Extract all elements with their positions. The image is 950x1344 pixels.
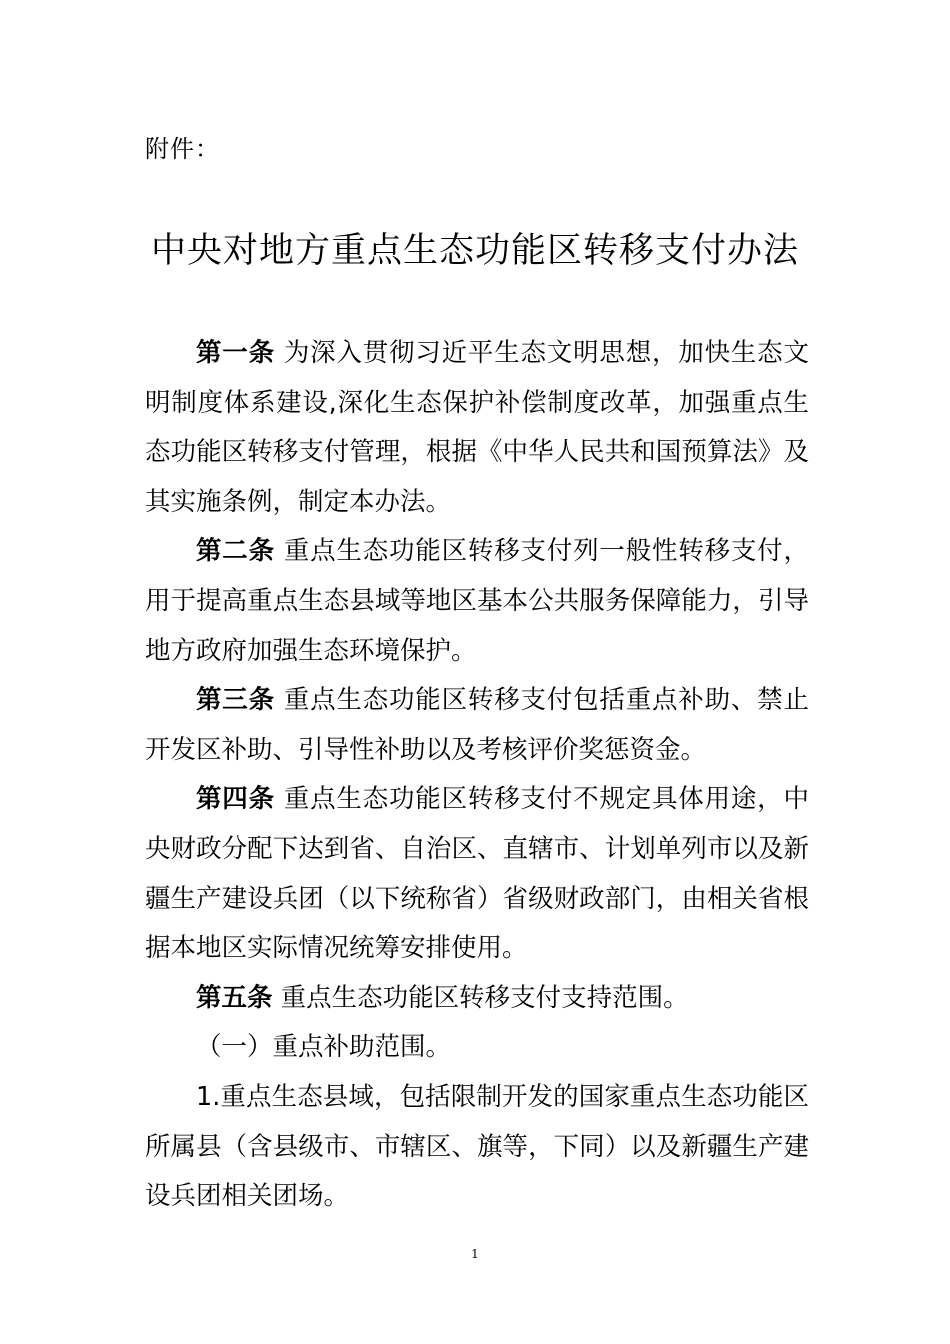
list-item: 1.重点生态县域，包括限制开发的国家重点生态功能区所属县（含县级市、市辖区、旗等，下同）以及新疆生产建设兵团相关团场。 — [145, 1081, 809, 1212]
article-text: 为深入贯彻习近平生态文明思想，加快生态文明制度体系建设,深化生态保护补偿制度改革，加强重点生态功能区转移支付管理，根据《中华人民共和国预算法》及其实施条例，制定本办法。 — [145, 338, 809, 517]
article-heading: 第三条 — [196, 685, 275, 716]
article-paragraph — [145, 775, 809, 973]
article-paragraph — [145, 527, 809, 676]
article-paragraph — [145, 676, 809, 775]
document-body — [145, 329, 809, 1222]
article-text: 重点生态功能区转移支付列一般性转移支付，用于提高重点生态县域等地区基本公共服务保障能力，引导地方政府加强生态环境保护。 — [145, 536, 809, 666]
page-number: 1 — [471, 1247, 479, 1261]
article-paragraph — [145, 974, 809, 1024]
article-heading: 第二条 — [196, 536, 275, 567]
document-title: 中央对地方重点生态功能区转移支付办法 — [150, 231, 799, 271]
article-paragraph — [145, 329, 809, 527]
article-heading: 第五条 — [196, 982, 273, 1013]
sub-item-heading: （一）重点补助范围。 — [196, 1032, 452, 1063]
article-heading: 第一条 — [196, 338, 275, 368]
article-heading: 第四条 — [196, 784, 275, 815]
article-text: 重点生态功能区转移支付不规定具体用途，中央财政分配下达到省、自治区、直辖市、计划单列市以及新疆生产建设兵团（以下统称省）省级财政部门，由相关省根据本地区实际情况统筹安排使用。 — [145, 784, 809, 964]
article-text: 重点生态功能区转移支付包括重点补助、禁止开发区补助、引导性补助以及考核评价奖惩资金。 — [145, 685, 809, 765]
attachment-label: 附件： — [145, 135, 220, 163]
article-text: 重点生态功能区转移支付支持范围。 — [280, 982, 689, 1013]
